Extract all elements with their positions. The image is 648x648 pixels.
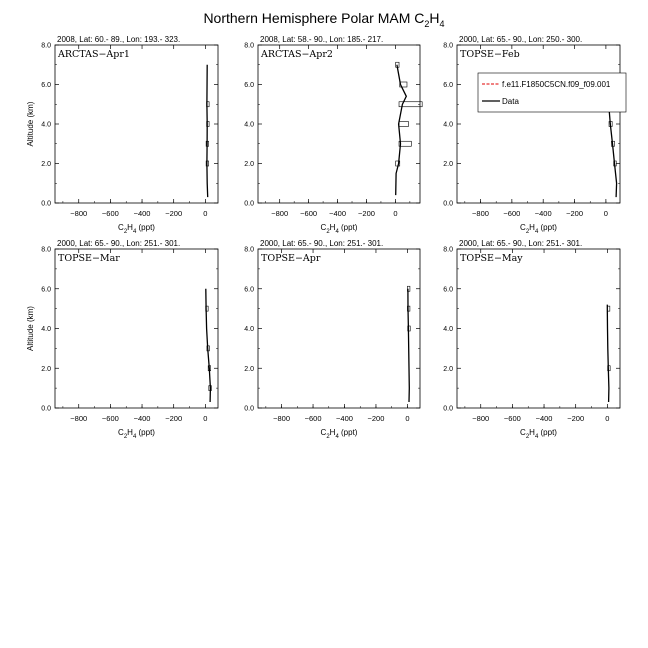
y-tick-label: 0.0 bbox=[41, 200, 51, 208]
panel-header: 2000, Lat: 65.- 90., Lon: 251.- 301. bbox=[459, 239, 583, 248]
legend-label-data: Data bbox=[502, 97, 519, 106]
x-axis-label-part: C bbox=[520, 428, 526, 437]
y-tick-label: 4.0 bbox=[41, 326, 51, 333]
y-tick-label: 8.0 bbox=[244, 246, 254, 254]
x-axis-label-part: 2 bbox=[123, 229, 128, 235]
x-tick-label: 0 bbox=[605, 414, 610, 423]
x-axis-label-part: 2 bbox=[326, 229, 330, 235]
series-line-data bbox=[207, 65, 208, 197]
y-tick-label: 6.0 bbox=[244, 82, 254, 89]
x-axis-label-part: C bbox=[520, 223, 526, 232]
x-axis-label-part: C bbox=[118, 223, 124, 232]
x-tick-label: −400 bbox=[336, 414, 353, 423]
y-tick-label: 8.0 bbox=[244, 42, 254, 50]
y-tick-label: 2.0 bbox=[244, 365, 254, 373]
x-axis-label-part: (ppt) bbox=[338, 223, 358, 232]
x-tick-label: −200 bbox=[165, 414, 183, 423]
panel-label: TOPSE−Feb bbox=[460, 49, 520, 60]
x-axis-label-part: H bbox=[329, 428, 336, 437]
x-axis-label-part: (ppt) bbox=[538, 223, 557, 232]
y-tick-label: 0.0 bbox=[41, 405, 51, 413]
legend-label-model: f.e11.F1850C5CN.f09_f09.001 bbox=[502, 80, 611, 89]
x-tick-label: −600 bbox=[101, 209, 119, 218]
y-tick-label: 8.0 bbox=[443, 246, 453, 254]
y-axis-label: Altitude (km) bbox=[26, 101, 35, 147]
y-tick-label: 6.0 bbox=[244, 286, 254, 294]
y-tick-label: 8.0 bbox=[443, 42, 453, 50]
x-tick-label: −200 bbox=[566, 209, 584, 218]
x-axis-label-part: (ppt) bbox=[338, 428, 358, 437]
y-tick-label: 4.0 bbox=[41, 121, 51, 129]
title-main: Northern Hemisphere Polar MAM C bbox=[203, 10, 425, 26]
y-tick-label: 8.0 bbox=[41, 42, 51, 50]
x-axis-label-part: H bbox=[529, 428, 535, 437]
y-tick-label: 8.0 bbox=[41, 246, 51, 254]
x-tick-label: 0 bbox=[203, 209, 208, 218]
x-axis-label-part: 4 bbox=[335, 434, 339, 440]
y-tick-label: 2.0 bbox=[41, 365, 51, 373]
x-tick-label: −200 bbox=[567, 414, 585, 423]
x-axis-label-part: 4 bbox=[335, 229, 339, 235]
y-tick-label: 6.0 bbox=[443, 286, 453, 294]
y-tick-label: 4.0 bbox=[244, 121, 254, 129]
panel-header: 2000, Lat: 65.- 90., Lon: 251.- 301. bbox=[260, 239, 384, 248]
x-axis-label-part: C bbox=[320, 428, 327, 437]
y-tick-label: 0.0 bbox=[443, 405, 453, 413]
y-tick-label: 2.0 bbox=[244, 161, 254, 168]
x-axis-label-part: (ppt) bbox=[136, 223, 155, 232]
x-tick-label: 0 bbox=[405, 414, 410, 423]
x-tick-label: −200 bbox=[358, 209, 375, 218]
panel-label: TOPSE−Mar bbox=[58, 253, 120, 264]
x-tick-label: −800 bbox=[271, 209, 289, 218]
x-axis-label-part: 4 bbox=[534, 434, 539, 440]
panel-label: ARCTAS−Apr1 bbox=[58, 49, 130, 60]
x-tick-label: −400 bbox=[133, 209, 151, 218]
x-axis-label-part: 2 bbox=[326, 434, 330, 440]
x-tick-label: −400 bbox=[133, 414, 151, 423]
title-sub-4: 4 bbox=[439, 19, 445, 29]
x-tick-label: −600 bbox=[503, 209, 521, 218]
y-tick-label: 0.0 bbox=[244, 405, 254, 413]
x-axis-label-part: 2 bbox=[525, 229, 530, 235]
y-tick-label: 6.0 bbox=[443, 82, 453, 89]
panel-header: 2008, Lat: 60.- 89., Lon: 193.- 323. bbox=[57, 35, 181, 44]
panel-label: ARCTAS−Apr2 bbox=[261, 49, 333, 60]
y-tick-label: 6.0 bbox=[41, 286, 51, 294]
y-tick-label: 6.0 bbox=[41, 82, 51, 89]
x-axis-label-part: H bbox=[127, 223, 133, 232]
x-tick-label: −400 bbox=[535, 414, 553, 423]
x-axis-label-part: C bbox=[320, 223, 327, 232]
x-axis-label-part: (ppt) bbox=[136, 428, 155, 437]
y-tick-label: 2.0 bbox=[41, 161, 51, 168]
x-axis-label-part: 4 bbox=[132, 434, 137, 440]
x-axis-label-part: H bbox=[529, 223, 535, 232]
x-tick-label: −600 bbox=[304, 414, 322, 423]
x-tick-label: −200 bbox=[165, 209, 183, 218]
x-tick-label: −600 bbox=[101, 414, 119, 423]
panel-label: TOPSE−May bbox=[460, 253, 523, 264]
y-tick-label: 4.0 bbox=[443, 326, 453, 333]
x-tick-label: −600 bbox=[300, 209, 318, 218]
x-tick-label: −800 bbox=[273, 414, 291, 423]
panel-header: 2000, Lat: 65.- 90., Lon: 251.- 301. bbox=[57, 239, 181, 248]
x-tick-label: −800 bbox=[70, 209, 88, 218]
x-axis-label-part: 2 bbox=[123, 434, 128, 440]
x-axis-label-part: C bbox=[118, 428, 124, 437]
x-tick-label: 0 bbox=[603, 209, 608, 218]
title-sub-2: 2 bbox=[424, 19, 430, 29]
panel-label: TOPSE−Apr bbox=[261, 253, 321, 264]
x-axis-label-part: H bbox=[329, 223, 336, 232]
x-axis-label-part: 4 bbox=[534, 229, 539, 235]
x-axis-label-part: H bbox=[127, 428, 133, 437]
panel-header: 2008, Lat: 58.- 90., Lon: 185.- 217. bbox=[260, 35, 384, 44]
y-tick-label: 0.0 bbox=[443, 200, 453, 208]
x-tick-label: −800 bbox=[70, 414, 88, 423]
x-tick-label: 0 bbox=[203, 414, 208, 423]
legend bbox=[478, 73, 626, 112]
legend-box bbox=[478, 73, 626, 112]
x-tick-label: −800 bbox=[472, 414, 490, 423]
y-tick-label: 4.0 bbox=[443, 121, 453, 129]
x-axis-label-part: 4 bbox=[132, 229, 137, 235]
y-tick-label: 2.0 bbox=[443, 161, 453, 168]
y-tick-label: 4.0 bbox=[244, 326, 254, 333]
x-tick-label: −200 bbox=[367, 414, 385, 423]
x-tick-label: −400 bbox=[329, 209, 347, 218]
x-axis-label-part: (ppt) bbox=[538, 428, 557, 437]
y-axis-label: Altitude (km) bbox=[26, 306, 35, 351]
panel-header: 2000, Lat: 65.- 90., Lon: 250.- 300. bbox=[459, 35, 583, 44]
x-tick-label: −400 bbox=[534, 209, 552, 218]
x-tick-label: −800 bbox=[472, 209, 489, 218]
x-tick-label: −600 bbox=[503, 414, 521, 423]
title-h: H bbox=[429, 10, 440, 26]
y-tick-label: 2.0 bbox=[443, 365, 453, 373]
y-tick-label: 0.0 bbox=[244, 200, 254, 208]
x-tick-label: 0 bbox=[393, 209, 398, 218]
x-axis-label-part: 2 bbox=[525, 434, 530, 440]
